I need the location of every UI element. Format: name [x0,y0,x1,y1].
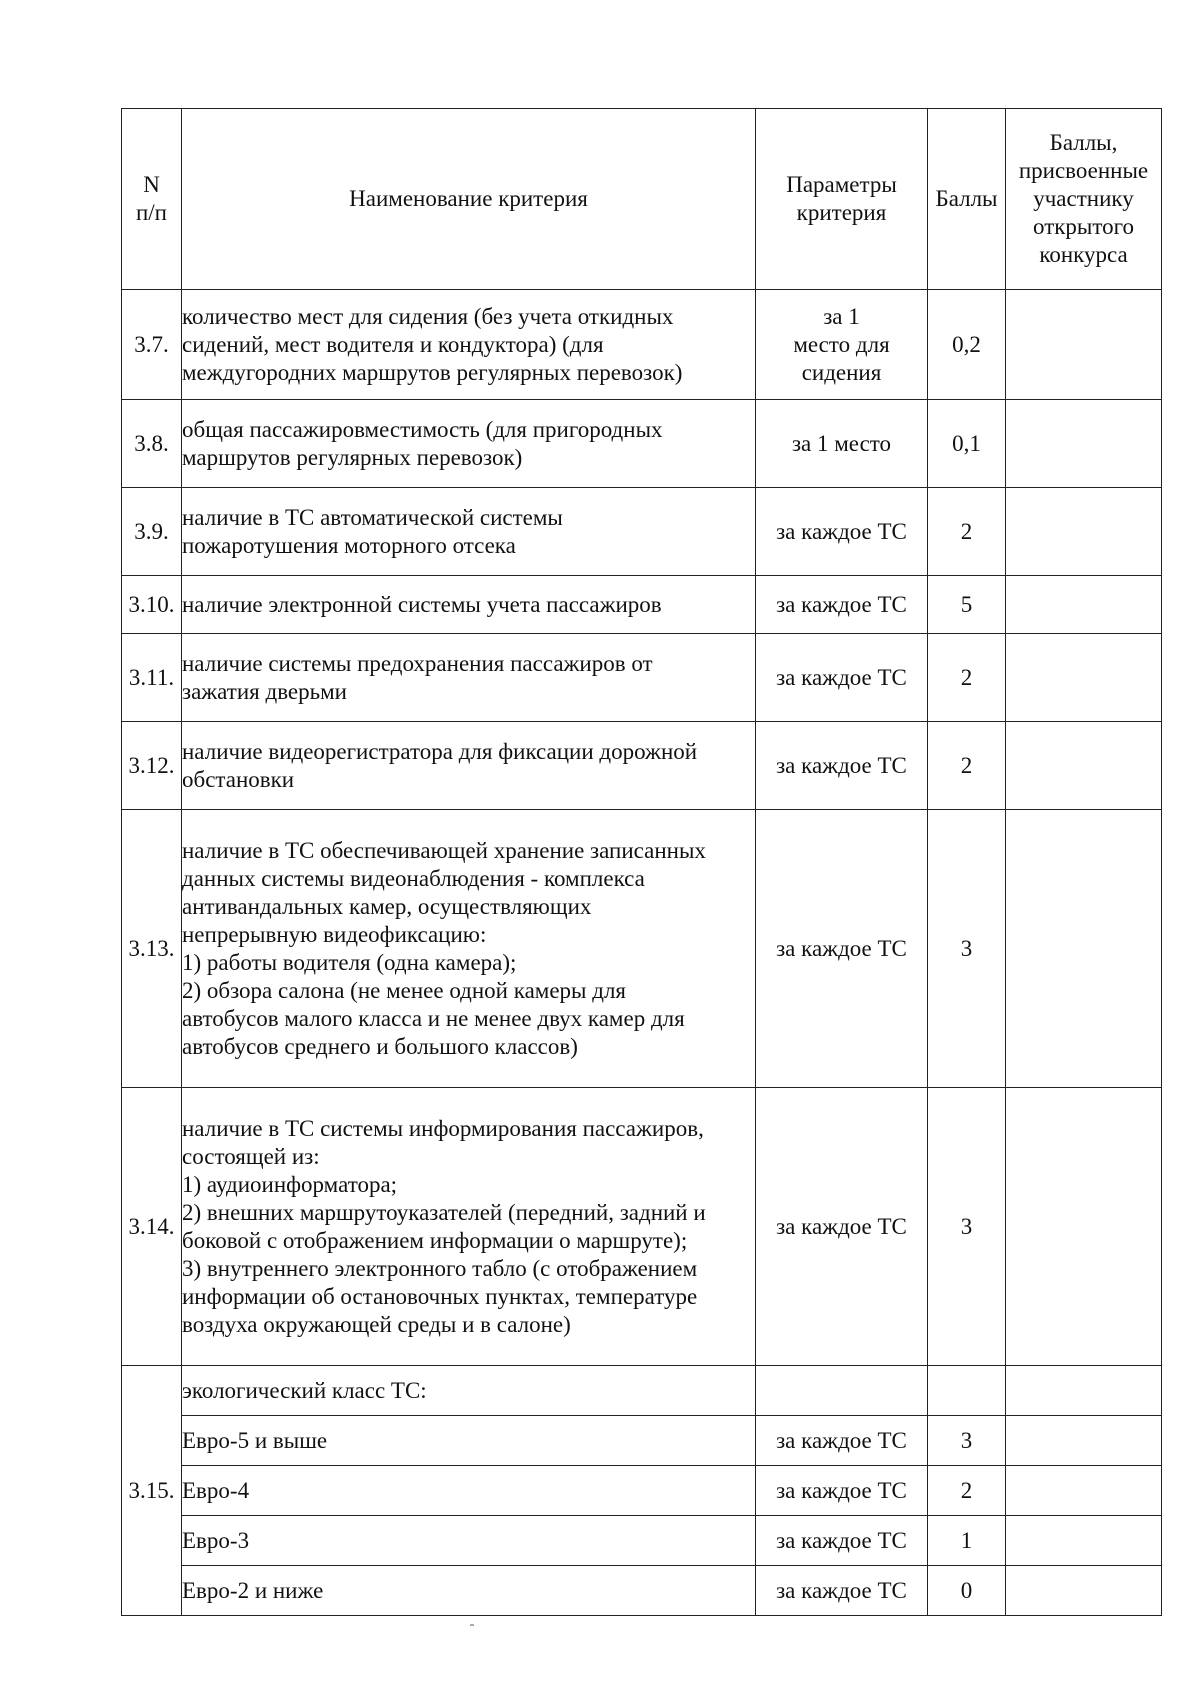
awarded-points-cell [1006,1516,1162,1566]
criterion-param-line: за 1 [823,303,860,329]
criterion-name-line: наличие в ТС автоматической системы [182,504,563,530]
criterion-name [182,488,756,576]
criterion-name-line: боковой с отображением информации о маршруте); [182,1227,688,1253]
criterion-name-line: информации об остановочных пунктах, температуре [182,1283,698,1309]
criterion-name-line: 3) внутреннего электронного табло (с отображением [182,1255,698,1281]
criterion-name-line: наличие видеорегистратора для фиксации дорожной [182,738,698,764]
row-number: 3.7. [122,290,182,400]
awarded-points-cell [1006,290,1162,400]
criterion-name [182,810,756,1088]
criterion-name-line: общая пассажировместимость (для пригородных [182,416,663,442]
criterion-name-line: 1) работы водителя (одна камера); [182,949,517,975]
awarded-points-cell [1006,722,1162,810]
criterion-param-line: за каждое ТС [776,518,907,544]
table-row [122,810,1162,1088]
criterion-points: 5 [928,576,1006,634]
criterion-points: 2 [928,722,1006,810]
criterion-name-line: воздуха окружающей среды и в салоне) [182,1311,571,1337]
criterion-param [756,400,928,488]
criterion-name-line: антивандальных камер, осуществляющих [182,893,592,919]
criterion-name-line: 1) аудиоинформатора; [182,1171,398,1197]
criterion-name-line: маршрутов регулярных перевозок) [182,444,523,470]
header-points: Баллы [928,109,1006,290]
criterion-name [182,1366,756,1416]
criterion-param-line: за 1 место [791,430,892,456]
criterion-name-line: данных системы видеонаблюдения - комплекса [182,865,645,891]
awarded-points-cell [1006,576,1162,634]
eco-class-name: Евро-2 и ниже [182,1566,756,1616]
row-number: 3.15. [122,1366,182,1616]
row-number: 3.13. [122,810,182,1088]
table-header-row [122,109,1162,290]
eco-class-name: Евро-5 и выше [182,1416,756,1466]
criterion-points: 2 [928,488,1006,576]
criterion-points: 1 [928,1516,1006,1566]
criterion-param-line: за каждое ТС [776,935,907,961]
table-row [122,1416,1162,1466]
criterion-param [756,634,928,722]
criterion-name-line: состоящей из: [182,1143,320,1169]
row-number: 3.9. [122,488,182,576]
table-row [122,400,1162,488]
criterion-param: за каждое ТС [756,1416,928,1466]
row-number: 3.10. [122,576,182,634]
criterion-param: за каждое ТС [756,1516,928,1566]
criterion-points: 3 [928,810,1006,1088]
row-number: 3.11. [122,634,182,722]
awarded-points-cell [1006,1566,1162,1616]
header-awarded-points: Баллы, присвоенные участнику открытого конкурса [1006,109,1162,290]
criterion-name [182,722,756,810]
table-row [122,1466,1162,1516]
criterion-points: 0,2 [928,290,1006,400]
criterion-points [928,1366,1006,1416]
table-body [122,290,1162,1616]
criterion-param-line: за каждое ТС [776,752,907,778]
awarded-points-cell [1006,1416,1162,1466]
criterion-param [756,576,928,634]
criterion-name-line: 2) внешних маршрутоуказателей (передний, задний и [182,1199,706,1225]
table-row [122,290,1162,400]
criterion-name-line: наличие электронной системы учета пассажиров [182,591,662,617]
criterion-name-line: междугородних маршрутов регулярных перевозок) [182,359,683,385]
table-row [122,576,1162,634]
criterion-param [756,488,928,576]
header-num: N п/п [122,109,182,290]
criterion-name [182,634,756,722]
criterion-param: за каждое ТС [756,1566,928,1616]
criterion-param-line: за каждое ТС [776,1213,907,1239]
criterion-points: 2 [928,1466,1006,1516]
criterion-name-line: сидений, мест водителя и кондуктора) (для [182,331,604,357]
criterion-name [182,576,756,634]
criterion-name-line: автобусов среднего и большого классов) [182,1033,578,1059]
row-number: 3.8. [122,400,182,488]
table-row [122,1516,1162,1566]
awarded-points-cell [1006,634,1162,722]
criterion-param [756,722,928,810]
criterion-param [756,1088,928,1366]
criterion-param-line: сидения [801,359,882,385]
table-row [122,1088,1162,1366]
criterion-points: 2 [928,634,1006,722]
table-row [122,722,1162,810]
awarded-points-cell [1006,400,1162,488]
scan-speck [470,1624,474,1626]
awarded-points-cell [1006,1088,1162,1366]
criterion-points: 0 [928,1566,1006,1616]
criterion-name-line: наличие в ТС системы информирования пассажиров, [182,1115,704,1141]
criterion-name [182,290,756,400]
criterion-param [756,290,928,400]
criterion-name [182,1088,756,1366]
criterion-points: 3 [928,1416,1006,1466]
eco-class-name: Евро-3 [182,1516,756,1566]
table-row [122,488,1162,576]
criterion-points: 3 [928,1088,1006,1366]
criterion-name-line: экологический класс ТС: [182,1377,427,1403]
eco-class-name: Евро-4 [182,1466,756,1516]
criterion-param-line: за каждое ТС [776,591,907,617]
criterion-name-line: обстановки [182,766,295,792]
row-number: 3.14. [122,1088,182,1366]
criterion-name-line: 2) обзора салона (не менее одной камеры для [182,977,626,1003]
row-number: 3.12. [122,722,182,810]
criteria-table [121,108,1162,1616]
table-row [122,634,1162,722]
criterion-param: за каждое ТС [756,1466,928,1516]
criterion-param [756,1366,928,1416]
criterion-name-line: количество мест для сидения (без учета откидных [182,303,674,329]
header-criterion-name: Наименование критерия [182,109,756,290]
criterion-name-line: пожаротушения моторного отсека [182,532,516,558]
criterion-name-line: зажатия дверьми [182,678,347,704]
criterion-name-line: наличие в ТС обеспечивающей хранение записанных [182,837,706,863]
criterion-param-line: за каждое ТС [776,664,907,690]
awarded-points-cell [1006,1466,1162,1516]
criterion-points: 0,1 [928,400,1006,488]
criterion-name [182,400,756,488]
criterion-name-line: автобусов малого класса и не менее двух камер для [182,1005,685,1031]
awarded-points-cell [1006,810,1162,1088]
table-row [122,1366,1162,1416]
header-criterion-params: Параметры критерия [756,109,928,290]
criterion-name-line: наличие системы предохранения пассажиров от [182,650,653,676]
criterion-param [756,810,928,1088]
table-row [122,1566,1162,1616]
criterion-param-line: место для [793,331,890,357]
awarded-points-cell [1006,488,1162,576]
awarded-points-cell [1006,1366,1162,1416]
criterion-name-line: непрерывную видеофиксацию: [182,921,487,947]
